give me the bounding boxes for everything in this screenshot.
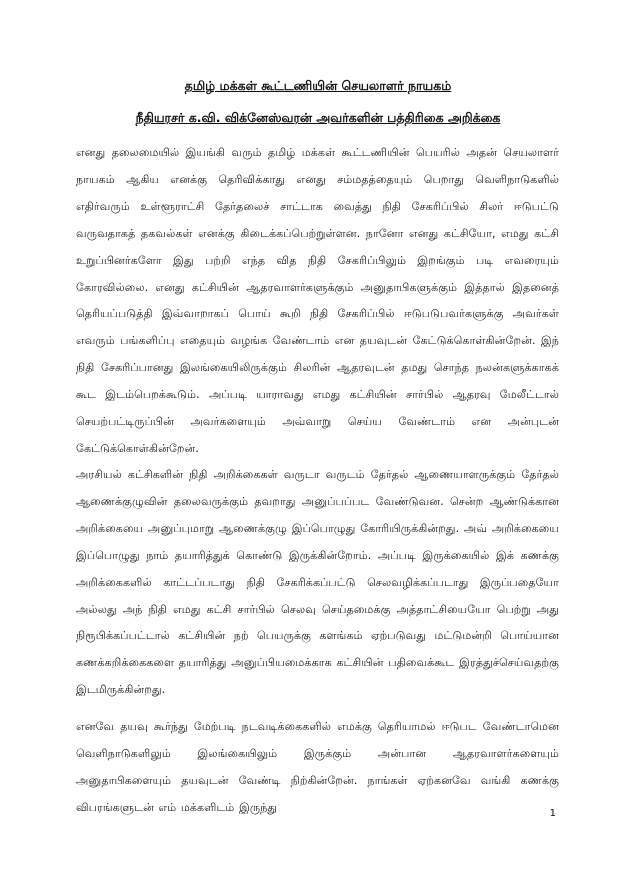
body-paragraph-3: எனவே தயவு கூர்ந்து மேற்படி நடவடிக்கைகளில் எமக்கு தெரியாமல் ஈடுபட வேண்டாமென வெளிநாடுகளிலும் இலங்கையிலும் இருக்கும் அன்பான ஆதரவாளர்களையும் அனுதாபிகளையும் தயவுடன் வேண்டி நிற்கின்றேன். நாங்கள் ஏற்கனவே வங்கி கணக்கு விபரங்களுடன் எம் மக்களிடம் இருந்து	[76, 720, 559, 814]
body-paragraph-2: அரசியல் கட்சிகளின் நிதி அறிக்கைகள் வருடா வருடம் தேர்தல் ஆணையாளருக்கும் தேர்தல் ஆணைக்குழுவின் தலைவருக்கும் தவறாது அனுப்பப்பட வேண்டுவன. சென்ற ஆண்டுக்கான அறிக்கையை அனுப்புமாறு ஆணைக்குழு இப்பொழுது கோரியிருக்கின்றது. அவ் அறிக்கையை இப்பொழுது நாம் தயாரித்துக் கொண்டு இருக்கின்றோம். அப்படி இருக்கையில் இக் கணக்கு அறிக்கைகளில் காட்டப்படாது நிதி சேகரிக்கப்பட்டு செலவழிக்கப்படாது இருப்பதையோ அல்லது அந் நிதி எமது கட்சி சார்பில் செலவு செய்தமைக்கு அத்தாட்சியையோ பெற்று அது நிரூபிக்கப்பட்டால் கட்சியின் நற் பெயருக்கு களங்கம் ஏற்படுவது மட்டுமன்றி பொய்யான கணக்கறிக்கைகளை தயாரித்து அனுப்பியமைக்காக கட்சியின் பதிவைக்கூட இரத்துச்செய்வதற்கு இடமிருக்கின்றது.	[76, 468, 559, 697]
document-title-line-2: நீதியரசர் க.வி. விக்னேஸ்வரன் அவர்களின் பத்திரிகை அறிக்கை	[135, 110, 501, 125]
page-number: 1	[549, 808, 556, 819]
body-paragraph-1: எனது தலைமையில் இயங்கி வரும் தமிழ் மக்கள் கூட்டணியின் பெயரில் அதன் செயலாளர் நாயகம் ஆகிய எனக்கு தெரிவிக்காது எனது சம்மதத்தையும் பெறாது வெளிநாடுகளில் எதிர்வரும் உள்ளூராட்சி தேர்தலைச் சாட்டாக வைத்து நிதி சேகரிப்பில் சிலர் ஈடுபட்டு வருவதாகத் தகவல்கள் எனக்கு கிடைக்கப்பெற்றுள்ளன. நானோ எனது கட்சியோ, எமது கட்சி உறுப்பினர்களோ இது பற்றி எந்த வித நிதி சேகரிப்பிலும் இறங்கும் படி எவரையும் கோரவில்லை. எனது கட்சியின் ஆதரவாளர்களுக்கும் அனுதாபிகளுக்கும் இத்தால் இதனைத் தெரியப்படுத்தி இவ்வாறாகப் பொய் கூறி நிதி சேகரிப்பில் ஈடுபடுபவர்களுக்கு அவர்கள் எவரும் பங்களிப்பு எதையும் வழங்க வேண்டாம் என தயவுடன் கேட்டுக்கொள்கின்றேன். இந் நிதி சேகரிப்பானது இலங்கையிலிருக்கும் சிலரின் ஆதரவுடன் தமது சொந்த நலன்களுக்காகக் கூட இடம்பெறக்கூடும். அப்படி யாராவது எமது கட்சியின் சார்பில் ஆதரவு மேலீட்டால் செயற்பட்டிருப்பின் அவர்களையும் அவ்வாறு செய்ய வேண்டாம் என அன்புடன் கேட்டுக்கொள்கின்றேன்.	[76, 146, 559, 455]
document-title-line-1: தமிழ் மக்கள் கூட்டணியின் செயலாளர் நாயகம்	[184, 78, 452, 93]
